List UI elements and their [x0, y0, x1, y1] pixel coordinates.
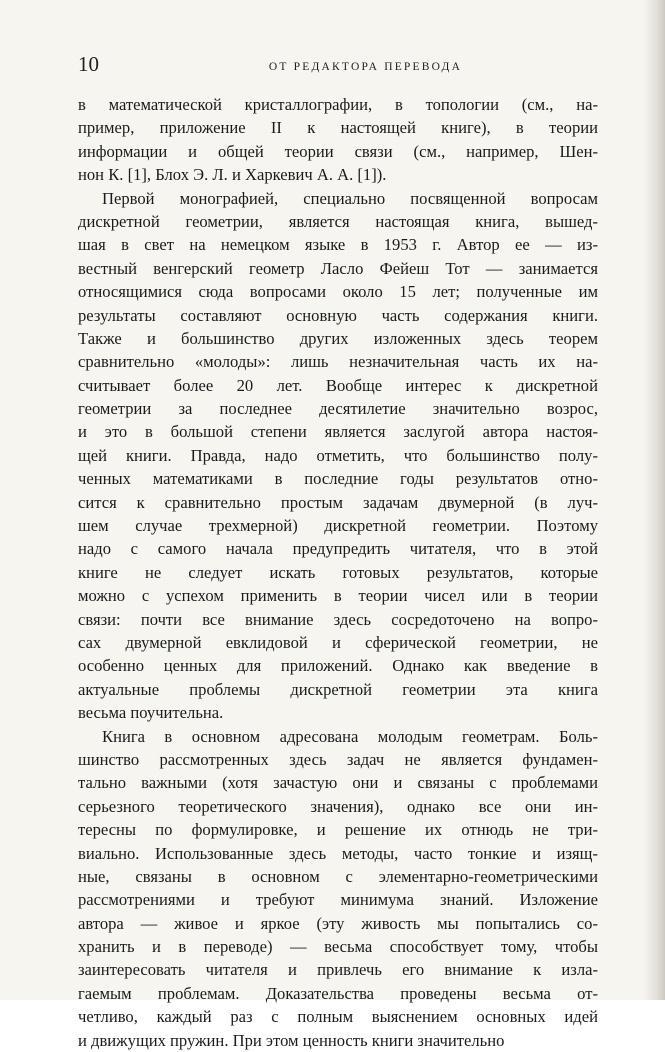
text-line: автора — живое и яркое (эту живость мы попытались со-	[78, 913, 598, 933]
text-line: шая в свет на немецком языке в 1953 г. Автор ее — из-	[78, 235, 598, 255]
text-line: рассмотрениями и требуют минимума знаний. Изложение	[78, 890, 598, 910]
text-line: тересны по формулировке, и решение их отнюдь не три-	[78, 820, 598, 840]
text-line: сравнительно «молоды»: лишь незначительная часть их на-	[78, 352, 598, 372]
text-line: тально важными (хотя зачастую они и связаны с проблемами	[78, 773, 598, 793]
text-line: и движущих пружин. При этом ценность книги значительно	[78, 1030, 505, 1050]
text-line: вестный венгерский геометр Ласло Фейеш Тот — занимается	[78, 258, 598, 278]
text-line: щей книги. Правда, надо отметить, что большинство полу-	[78, 445, 598, 465]
text-line: гаемым проблемам. Доказательства проведены весьма от-	[78, 983, 598, 1003]
text-line: можно с успехом применить в теории чисел или в теории	[78, 586, 598, 606]
text-line: Книга в основном адресована молодым геометрам. Боль-	[102, 726, 598, 746]
text-line: ные, связаны в основном с элементарно-геометрическими	[78, 866, 598, 886]
text-line: хранить и в переводе) — весьма способствует тому, чтобы	[78, 937, 598, 957]
text-line: весьма поучительна.	[78, 703, 224, 723]
text-line: дискретной геометрии, является настоящая книга, вышед-	[78, 211, 598, 231]
text-line: и это в большой степени является заслугой автора настоя-	[78, 422, 598, 442]
text-line: шинство рассмотренных здесь задач не является фундамен-	[78, 749, 598, 769]
text-line: Первой монографией, специально посвященной вопросам	[102, 188, 598, 208]
text-line: геометрии за последнее десятилетие значительно возрос,	[78, 399, 598, 419]
text-line: результаты составляют основную часть содержания книги.	[78, 305, 598, 325]
text-line: четливо, каждый раз с полным выяснением основных идей	[78, 1007, 598, 1027]
text-line: книге не следует искать готовых результатов, которые	[78, 562, 598, 582]
text-line: заинтересовать читателя и привлечь его внимание к изла-	[78, 960, 598, 980]
page-header	[78, 52, 598, 82]
text-line: надо с самого начала предупредить читателя, что в этой	[78, 539, 598, 559]
text-line: виально. Использованные здесь методы, часто тонкие и изящ-	[78, 843, 598, 863]
text-line: шем случае трехмерной) дискретной геометрии. Поэтому	[78, 516, 598, 536]
text-line: особенно ценных для приложений. Однако как введение в	[78, 656, 598, 676]
running-head: ОТ РЕДАКТОРА ПЕРЕВОДА	[268, 61, 463, 73]
text-line: сах двумерной евклидовой и сферической геометрии, не	[78, 632, 598, 652]
text-line: нон К. [1], Блох Э. Л. и Харкевич А. А. [1]).	[78, 165, 387, 185]
page-number: 10	[78, 52, 99, 76]
text-line: в математической кристаллографии, в топологии (см., на-	[78, 95, 598, 114]
text-line: относящимися сюда вопросами около 15 лет; полученные им	[78, 282, 598, 302]
text-line: пример, приложение II к настоящей книге), в теории	[78, 118, 598, 138]
text-line: Также и большинство других изложенных здесь теорем	[78, 328, 598, 348]
text-line: ченных математиками в последние годы результатов отно-	[78, 469, 598, 489]
text-line: актуальные проблемы дискретной геометрии эта книга	[78, 679, 598, 699]
text-line: информации и общей теории связи (см., например, Шен-	[78, 141, 598, 161]
text-line: серьезного теоретического значения), однако все они ин-	[78, 796, 598, 816]
text-line: сится к сравнительно простым задачам двумерной (в луч-	[78, 492, 598, 512]
text-line: считывает более 20 лет. Вообще интерес к дискретной	[78, 375, 598, 395]
page-edge-shadow	[643, 0, 665, 1000]
body-text	[78, 93, 598, 1052]
text-line: связи: почти все внимание здесь сосредоточено на вопро-	[78, 609, 598, 629]
